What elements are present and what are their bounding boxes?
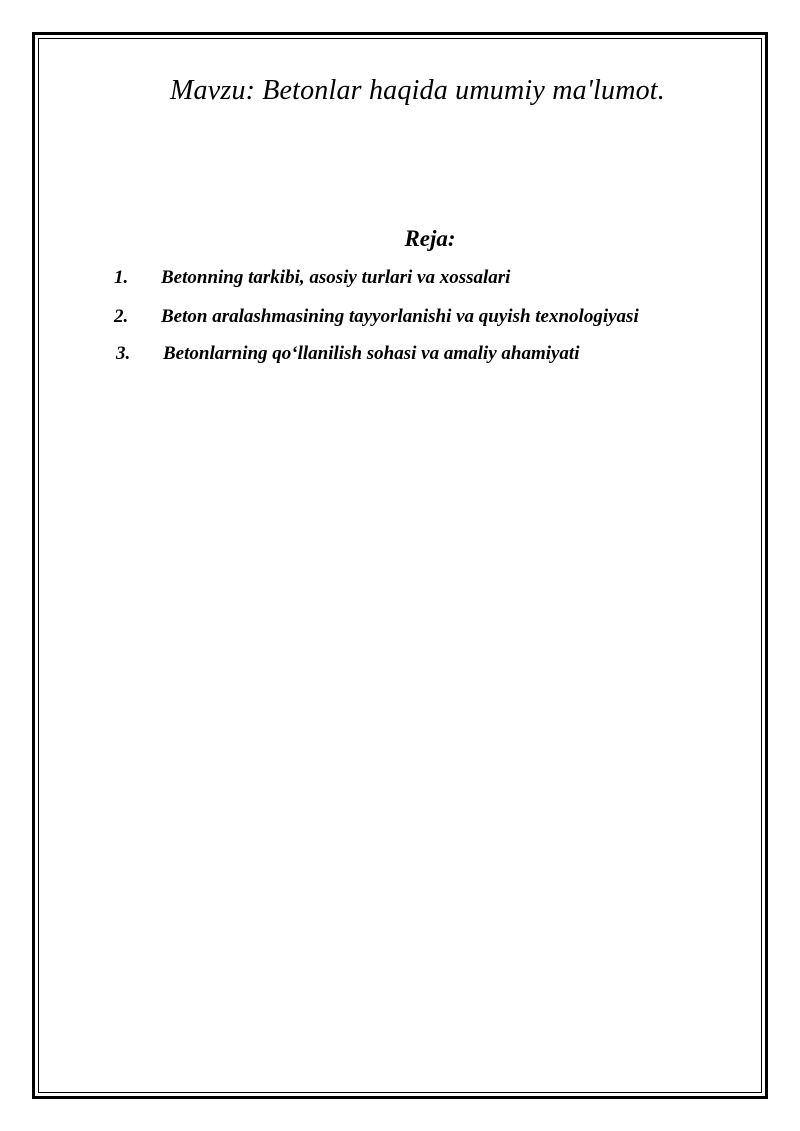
title-text: Betonlar haqida umumiy ma'lumot.: [262, 75, 665, 106]
plan-item-text: Betonlarning qo‘llanilish sohasi va amaliy ahamiyati: [163, 343, 580, 364]
page-frame-inner: [38, 38, 762, 1093]
page-frame: [32, 32, 768, 1099]
plan-item-number: 3.: [116, 343, 131, 364]
plan-item-text: Betonning tarkibi, asosiy turlari va xossalari: [161, 267, 511, 288]
plan-item-number: 2.: [114, 306, 129, 327]
plan-item-number: 1.: [114, 267, 129, 288]
plan-item-text: Beton aralashmasining tayyorlanishi va quyish texnologiyasi: [161, 306, 639, 327]
title-prefix: Mavzu:: [170, 75, 256, 106]
plan-heading: Reja:: [404, 226, 456, 251]
document-title: [170, 75, 665, 107]
